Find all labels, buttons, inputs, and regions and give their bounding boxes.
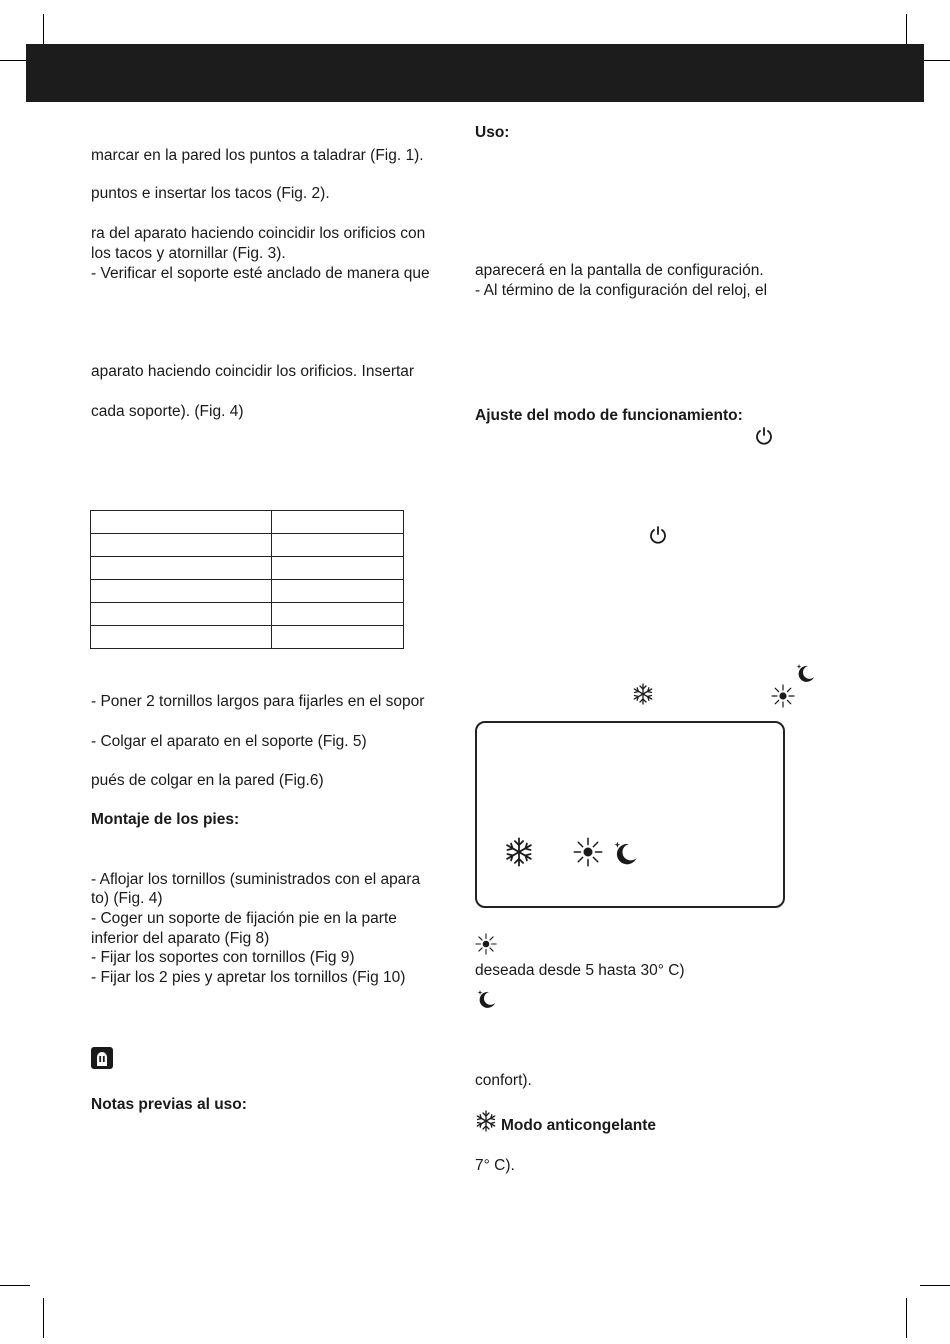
table-cell: [91, 557, 272, 580]
left-line-1: marcar en la pared los puntos a taladrar (Fig. 1).: [91, 147, 424, 164]
power-icon: [754, 426, 774, 446]
crop-mark: [920, 60, 950, 61]
crop-mark: [906, 1298, 907, 1338]
feet-step: - Aflojar los tornillos (suministrados con el apara: [91, 871, 421, 888]
crop-mark: [43, 1298, 44, 1338]
snowflake-icon: [504, 837, 534, 867]
plug-icon: [90, 1046, 114, 1070]
table-cell: [91, 603, 272, 626]
table-cell: [272, 580, 404, 603]
table-cell: [272, 626, 404, 649]
feet-step: - Coger un soporte de fijación pie en la parte: [91, 910, 397, 927]
spec-table: [90, 510, 404, 649]
table-cell: [272, 557, 404, 580]
table-cell: [91, 626, 272, 649]
feet-step: inferior del aparato (Fig 8): [91, 930, 270, 947]
left-line-6: cada soporte). (Fig. 4): [91, 403, 244, 420]
right-line-2: - Al término de la configuración del reloj, el: [475, 282, 768, 299]
table-cell: [272, 603, 404, 626]
moon-icon: [611, 839, 639, 867]
mode-heading: Ajuste del modo de funcionamiento:: [475, 407, 743, 424]
comfort-text: deseada desde 5 hasta 30° C): [475, 962, 685, 979]
table-cell: [272, 511, 404, 534]
sun-icon: [771, 684, 795, 708]
uso-heading: Uso:: [475, 124, 510, 141]
moon-icon: [475, 988, 497, 1010]
crop-mark: [906, 14, 907, 48]
table-cell: [272, 534, 404, 557]
snowflake-icon: [632, 683, 654, 705]
left-line-7: - Poner 2 tornillos largos para fijarles en el sopor: [91, 693, 425, 710]
feet-step: - Fijar los 2 pies y apretar los tornillos (Fig 10): [91, 969, 406, 986]
table-cell: [91, 580, 272, 603]
antifrost-heading: Modo anticongelante: [501, 1117, 656, 1134]
eco-text: confort).: [475, 1072, 532, 1089]
antifrost-text: 7° C).: [475, 1157, 515, 1174]
power-icon: [648, 525, 668, 545]
feet-step: to) (Fig. 4): [91, 890, 163, 907]
crop-mark: [0, 1285, 30, 1286]
table-cell: [91, 534, 272, 557]
display-panel: [475, 721, 785, 908]
table-row: [91, 603, 404, 626]
left-line-2: puntos e insertar los tacos (Fig. 2).: [91, 185, 330, 202]
left-line-8: - Colgar el aparato en el soporte (Fig. 5): [91, 733, 367, 750]
table-row: [91, 626, 404, 649]
feet-heading: Montaje de los pies:: [91, 811, 240, 828]
table-row: [91, 557, 404, 580]
header-bar: [26, 44, 924, 102]
table-row: [91, 580, 404, 603]
table-row: [91, 534, 404, 557]
feet-step: - Fijar los soportes con tornillos (Fig 9): [91, 949, 355, 966]
snowflake-icon: [475, 1110, 497, 1132]
left-line-9: pués de colgar en la pared (Fig.6): [91, 772, 324, 789]
left-line-3b: los tacos y atornillar (Fig. 3).: [91, 245, 286, 262]
crop-mark: [43, 14, 44, 48]
left-line-5: aparato haciendo coincidir los orificios. Insertar: [91, 363, 415, 380]
crop-mark: [920, 1285, 950, 1286]
right-line-1: aparecerá en la pantalla de configuración.: [475, 262, 764, 279]
table-row: [91, 511, 404, 534]
sun-icon: [475, 933, 497, 955]
left-line-3a: ra del aparato haciendo coincidir los orificios con: [91, 225, 426, 242]
notes-heading: Notas previas al uso:: [91, 1096, 247, 1113]
moon-icon: [794, 662, 816, 684]
table-cell: [91, 511, 272, 534]
left-line-4: - Verificar el soporte esté anclado de manera que: [91, 265, 430, 282]
sun-icon: [573, 837, 603, 867]
